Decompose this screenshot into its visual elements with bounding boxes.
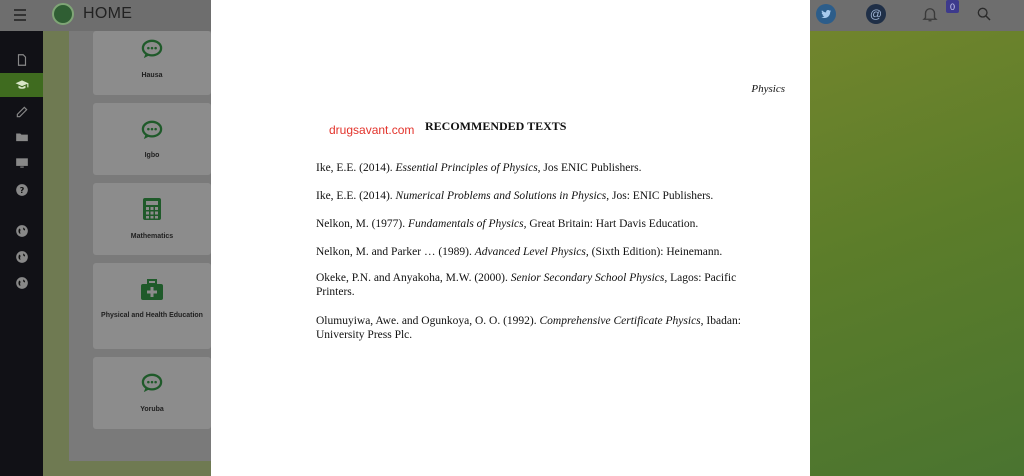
card-label: Physical and Health Education — [101, 312, 203, 319]
running-head: Physics — [751, 83, 785, 95]
subject-card-mathematics[interactable] — [93, 183, 211, 255]
folder-icon[interactable] — [0, 125, 43, 149]
twitter-icon[interactable] — [816, 4, 836, 24]
globe-icon[interactable] — [0, 271, 43, 295]
notification-badge: 0 — [946, 0, 959, 13]
globe-icon[interactable] — [0, 245, 43, 269]
document-page — [211, 0, 810, 476]
chat-icon — [141, 39, 163, 59]
reference-item: Olumuyiwa, Awe. and Ogunkoya, O. O. (1992). Comprehensive Certificate Physics, Ibadan: University Press Plc. — [316, 315, 741, 341]
card-label: Igbo — [144, 152, 160, 159]
subject-card-physical-health-education[interactable] — [93, 263, 211, 349]
svg-text:?: ? — [19, 184, 24, 195]
card-label: Hausa — [141, 72, 163, 79]
card-label: Mathematics — [130, 233, 174, 240]
subject-card-igbo[interactable] — [93, 103, 211, 175]
sidebar — [0, 31, 43, 476]
calculator-icon — [142, 197, 162, 221]
globe-icon[interactable] — [0, 219, 43, 243]
email-icon[interactable]: @ — [866, 4, 886, 24]
app-logo — [52, 3, 74, 25]
reference-item: Ike, E.E. (2014). Essential Principles of Physics, Jos ENIC Publishers. — [316, 162, 642, 174]
graduation-cap-icon[interactable] — [0, 73, 43, 97]
reference-item: Nelkon, M. (1977). Fundamentals of Physics, Great Britain: Hart Davis Education. — [316, 218, 699, 230]
subject-card-yoruba[interactable] — [93, 357, 211, 429]
reference-item: Ike, E.E. (2014). Numerical Problems and Solutions in Physics, Jos: ENIC Publishers. — [316, 190, 714, 202]
section-heading: RECOMMENDED TEXTS — [425, 119, 567, 133]
search-icon[interactable] — [974, 4, 994, 24]
background-right — [810, 31, 1024, 476]
chat-icon — [141, 373, 163, 393]
chat-icon — [141, 120, 163, 140]
help-icon[interactable] — [0, 178, 43, 202]
subject-card-hausa[interactable] — [93, 31, 211, 95]
card-label: Yoruba — [140, 406, 164, 413]
menu-icon[interactable] — [14, 9, 26, 21]
reference-item: Okeke, P.N. and Anyakoha, M.W. (2000). Senior Secondary School Physics, Lagos: Pacific Printers. — [316, 272, 737, 298]
medical-kit-icon — [140, 279, 164, 301]
reference-item: Nelkon, M. and Parker … (1989). Advanced Level Physics, (Sixth Edition): Heinemann. — [316, 246, 723, 258]
monitor-icon[interactable] — [0, 151, 43, 175]
document-icon[interactable] — [0, 48, 43, 72]
page-title: HOME — [83, 5, 133, 22]
watermark: drugsavant.com — [329, 123, 415, 137]
bell-icon[interactable] — [920, 4, 940, 24]
edit-icon[interactable] — [0, 100, 43, 124]
